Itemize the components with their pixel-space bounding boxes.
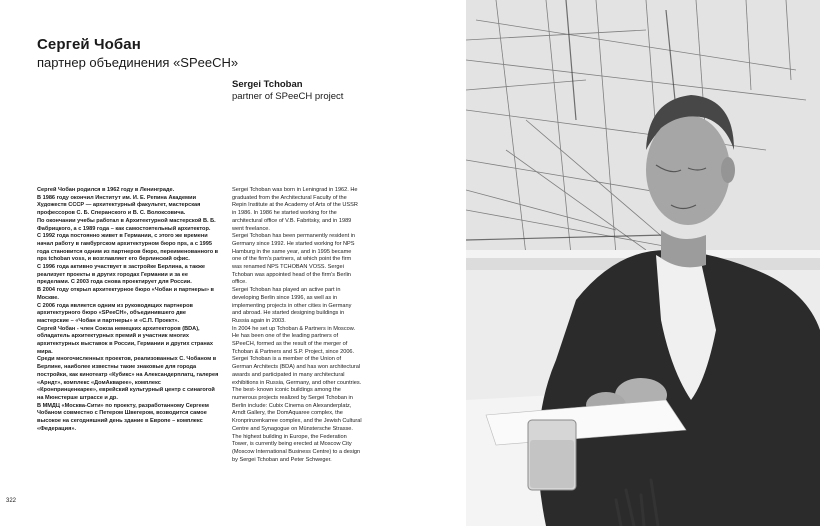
page-subtitle-en: partner of SPeeCH project — [232, 91, 344, 102]
bio-ru-paragraph: В 2004 году открыл архитектурное бюро «Чобан и партнеры» в Москве. — [37, 287, 214, 301]
bio-ru-paragraph: С 2006 года является одним из руководящих партнеров архитектурного бюро «SPeeCH», объединившего две мастерские – «Чобан и партнеры» и «С.П. Проект». — [37, 302, 193, 324]
biography-ru — [37, 187, 219, 434]
bio-ru-paragraph: В 1986 году окончил Институт им. И. Е. Репина Академии Художеств СССР — архитектурный факультет, мастерская профессоров С. Б. Сперанского и В. С. Волоксовича. — [37, 194, 201, 217]
bio-en-paragraph: Sergei Tchoban has played an active part in developing Berlin since 1996, as well as in implementing projects in other cities in Germany and abroad. He started designing buildings in Russia again in 2003. — [232, 287, 352, 324]
bio-ru-paragraph: По окончании учебы работал в Архитектурной мастерской В. Б. Фабрицкого, а с 1989 года – как самостоятельный архитектор. — [37, 217, 216, 232]
bio-ru-paragraph: В ММДЦ «Москва-Сити» по проекту, разработанному Сергеем Чобаном совместно с Петером Швегером, возводится самое высокое на сегодняшний день здание в Европе – комплекс «Федерация». — [37, 402, 209, 432]
bio-ru-paragraph: С 1992 года постоянно живет в Германии, с этого же времени начал работу в гамбургском архитектурном бюро nps, а с 1995 года становится одним из партнеров бюро, переименованного в nps tchoban voss, и возглавляет его берлинский офис. — [37, 233, 219, 263]
bio-en-paragraph: Sergei Tchoban has been permanently resident in Germany since 1992. He started working for NPS Hamburg in the same year, and in 1995 became one of the firm's partners, at which point the firm was renamed NPS TCHOBAN VOSS. Sergei Tchoban was appointed head of the firm's Berlin office. — [232, 233, 356, 286]
page-number: 322 — [6, 498, 17, 504]
bio-en-paragraph: The best- known iconic buildings among the numerous projects realized by Sergei Tchoban in Berlin include: Cubix Cinema on Alexanderplatz, Arndt Gallery, the DomAquaree complex, the Kronprinzenkarree complex, and the Jewish Cultural Centre and Synagogue on Münstersche Strasse. — [232, 387, 362, 432]
portrait-photo — [466, 0, 820, 526]
page-subtitle-ru: партнер объединения «SPeeCH» — [37, 55, 239, 70]
page-title-ru: Сергей Чобан — [37, 36, 141, 53]
bio-ru-paragraph: Среди многочисленных проектов, реализованных С. Чобаном в Берлине, наиболее известны такие знаковые для города постройки, как кинотеатр «Кубикс» на Александерплатц, галерея «Арндт», комплекс «ДомАкварее», комплекс «Кронпринценкарее», еврейский культурный центр с синагогой на Мюнстерше штрассе и др. — [37, 356, 219, 401]
biography-en — [232, 187, 362, 464]
bio-en-paragraph: Sergei Tchoban was born in Leningrad in 1962. He graduated from the Architectural Faculty of the Repin Institute at the Academy of Arts of the USSR in 1986. In 1986 he started working for the architectural office of V.B. Fabritsky, and in 1989 went freelance. — [232, 187, 358, 232]
bio-ru-paragraph: С 1996 года активно участвует в застройке Берлина, а также реализует проекты в других городах Германии и за ее пределами. С 2003 года снова проектирует для России. — [37, 264, 205, 286]
bio-ru-paragraph: Сергей Чобан родился в 1962 году в Ленинграде. — [37, 187, 175, 193]
bio-en-paragraph: In 2004 he set up Tchoban & Partners in Moscow. He has been one of the leading partners of SPeeCH, formed as the result of the merger of Tchoban & Partners and S.P. Project, since 2006. — [232, 325, 356, 355]
page-title-en: Sergei Tchoban — [232, 79, 303, 90]
bio-en-paragraph: Sergei Tchoban is a member of the Union of German Architects (BDA) and has won architectural awards and participated in many architectural exhibitions in Russia, Germany, and other countries. — [232, 356, 362, 386]
portrait-photo-image — [466, 0, 820, 526]
bio-en-paragraph: The highest building in Europe, the Federation Tower, is currently being erected at Moscow City (Moscow International Business Centre) to a design by Sergei Tchoban and Peter Schweger. — [232, 433, 361, 463]
bio-ru-paragraph: Сергей Чобан - член Союза немецких архитекторов (BDA), обладатель архитектурных премий и участник многих архитектурных выставок в России, Германии и других странах мира. — [37, 325, 213, 355]
